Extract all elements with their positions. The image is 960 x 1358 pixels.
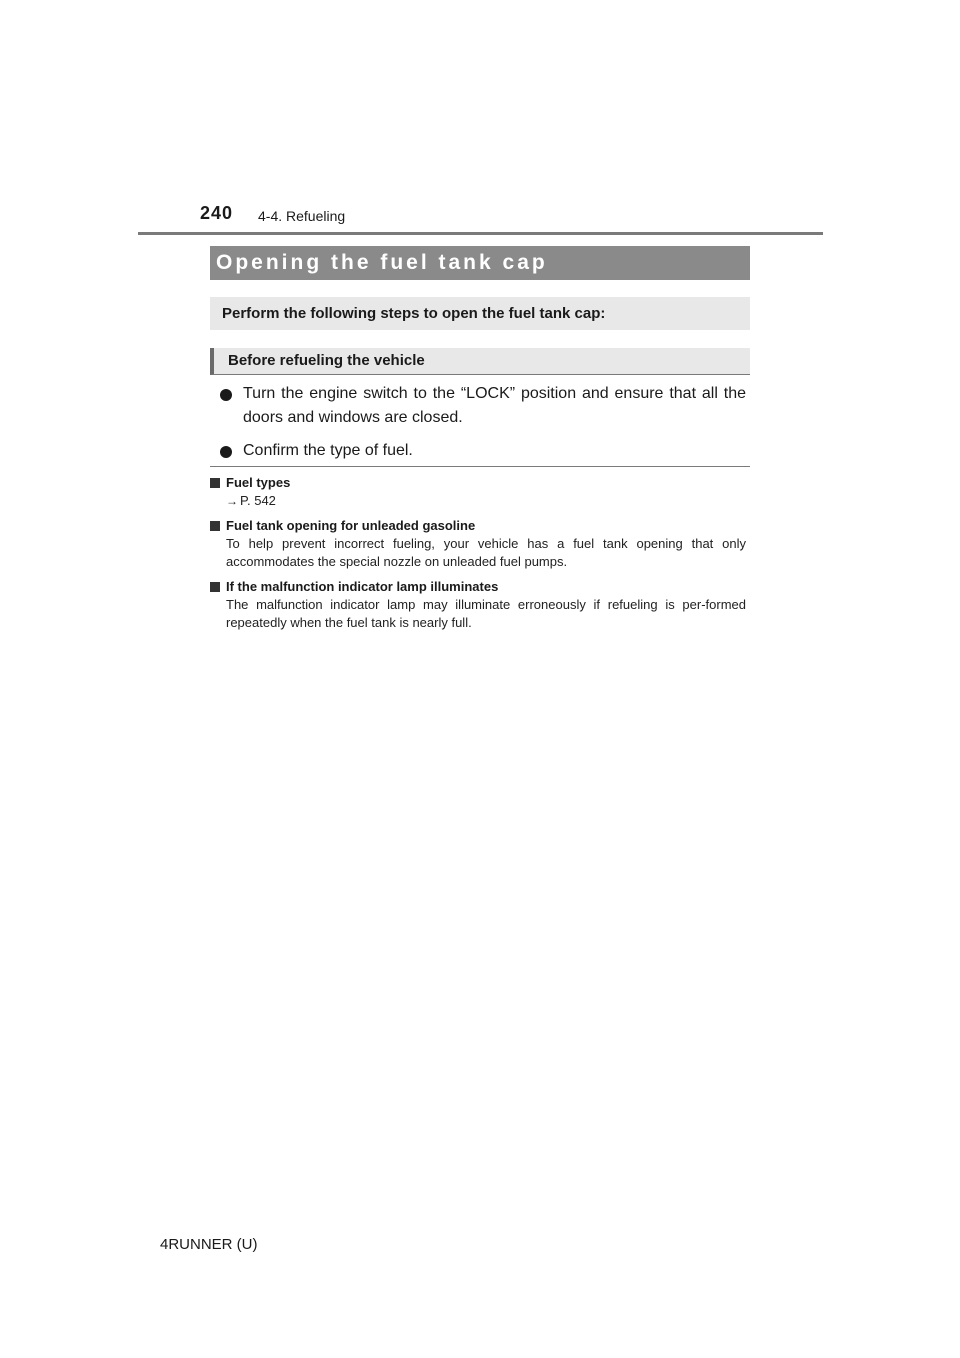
- page-number: 240: [200, 203, 234, 223]
- note-body: To help prevent incorrect fueling, your vehicle has a fuel tank opening that only accommodates the special nozzle on unleaded fuel pumps.: [226, 536, 746, 569]
- page-reference-text: P. 542: [240, 493, 276, 508]
- notes-section: [210, 474, 746, 639]
- note-item: [210, 517, 746, 571]
- page-title: Opening the fuel tank cap: [210, 246, 750, 280]
- page-reference[interactable]: [210, 492, 746, 510]
- header-divider: [138, 232, 823, 235]
- right-arrow-icon: →: [226, 494, 238, 508]
- intro-box: Perform the following steps to open the fuel tank cap:: [210, 297, 750, 330]
- note-item: [210, 474, 746, 510]
- bullet-text: Confirm the type of fuel.: [243, 442, 413, 459]
- subsection-heading: Before refueling the vehicle: [210, 348, 750, 375]
- filled-circle-icon: [220, 389, 232, 401]
- filled-square-icon: [210, 478, 220, 488]
- note-heading: [210, 474, 746, 492]
- model-footer: 4RUNNER (U): [160, 1236, 258, 1253]
- note-heading-text: Fuel types: [226, 475, 291, 490]
- bullet-text: Turn the engine switch to the “LOCK” position and ensure that all the doors and windows are closed.: [243, 385, 746, 426]
- bullet-list: [216, 382, 746, 472]
- note-heading-text: If the malfunction indicator lamp illuminates: [226, 579, 499, 594]
- note-heading: [210, 517, 746, 535]
- filled-square-icon: [210, 582, 220, 592]
- list-item: [216, 382, 746, 430]
- note-item: [210, 578, 746, 632]
- filled-square-icon: [210, 521, 220, 531]
- filled-circle-icon: [220, 446, 232, 458]
- list-item: [216, 439, 746, 463]
- notes-divider: [210, 466, 750, 467]
- note-body: The malfunction indicator lamp may illuminate erroneously if refueling is per-formed repeatedly when the fuel tank is nearly full.: [226, 597, 746, 630]
- note-heading-text: Fuel tank opening for unleaded gasoline: [226, 518, 476, 533]
- note-heading: [210, 578, 746, 596]
- section-breadcrumb: 4-4. Refueling: [258, 208, 346, 224]
